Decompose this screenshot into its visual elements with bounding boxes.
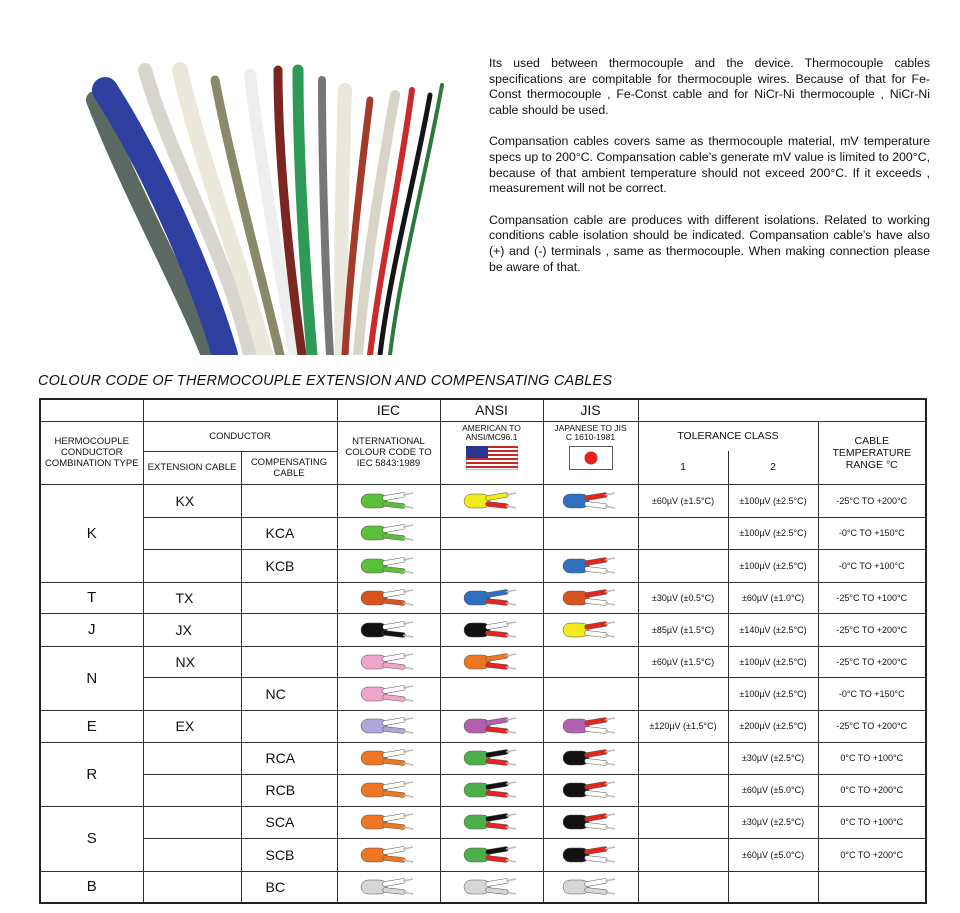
header-tol-1: 1 <box>638 451 728 484</box>
jis-rcb-cable <box>543 774 638 806</box>
type-j: J <box>40 613 143 646</box>
comp-tx <box>241 582 337 613</box>
header-compensating: COMPENSATING CABLE <box>241 451 337 484</box>
jis-tx-cable <box>543 582 638 613</box>
tol1-tx: ±30µV (±0.5°C) <box>638 582 728 613</box>
header-iec-sub: NTERNATIONAL COLOUR CODE TO IEC 5843:1989 <box>337 421 440 484</box>
type-s: S <box>40 806 143 871</box>
ext-scb <box>143 838 241 871</box>
iec-jx-cable <box>337 613 440 646</box>
cable-icon <box>359 650 419 674</box>
range-nc: -0°C TO +150°C <box>818 677 926 710</box>
cables-photo <box>40 40 460 355</box>
cable-icon <box>359 618 419 642</box>
iec-kx-cable <box>337 484 440 517</box>
ansi-jx-cable <box>440 613 543 646</box>
iec-nc-cable <box>337 677 440 710</box>
range-rca: 0°C TO +100°C <box>818 742 926 774</box>
ansi-nc-cell <box>440 677 543 710</box>
tol2-rca: ±30µV (±2.5°C) <box>728 742 818 774</box>
iec-kca-cable <box>337 517 440 549</box>
cable-icon <box>561 778 621 802</box>
iec-ex-cable <box>337 710 440 742</box>
cable-icon <box>462 778 522 802</box>
tol2-ex: ±200µV (±2.5°C) <box>728 710 818 742</box>
cable-icon <box>561 554 621 578</box>
ansi-tx-cable <box>440 582 543 613</box>
comp-nx <box>241 646 337 677</box>
tol2-tx: ±60µV (±1.0°C) <box>728 582 818 613</box>
cable-icon <box>359 586 419 610</box>
cable-icon <box>359 714 419 738</box>
header-extension: EXTENSION CABLE <box>143 451 241 484</box>
cable-icon <box>359 746 419 770</box>
iec-rcb-cable <box>337 774 440 806</box>
range-jx: -25°C TO +200°C <box>818 613 926 646</box>
cable-icon <box>462 618 522 642</box>
table-heading: COLOUR CODE OF THERMOCOUPLE EXTENSION AND COMPENSATING CABLES <box>38 373 613 389</box>
ansi-bc-cable <box>440 871 543 903</box>
intro-text <box>489 56 930 291</box>
header-jis-sub: JAPANESE TO JIS C 1610-1981 <box>554 422 627 442</box>
comp-scb: SCB <box>241 838 337 871</box>
tol2-kx: ±100µV (±2.5°C) <box>728 484 818 517</box>
ansi-nx-cable <box>440 646 543 677</box>
header-iec: IEC <box>337 399 440 421</box>
comp-bc: BC <box>241 871 337 903</box>
ansi-ex-cable <box>440 710 543 742</box>
ext-tx: TX <box>143 582 241 613</box>
tol1-nc <box>638 677 728 710</box>
tol1-scb <box>638 838 728 871</box>
cable-icon <box>462 843 522 867</box>
cable-icon <box>359 489 419 513</box>
iec-sca-cable <box>337 806 440 838</box>
header-jis: JIS <box>543 399 638 421</box>
comp-nc: NC <box>241 677 337 710</box>
range-ex: -25°C TO +200°C <box>818 710 926 742</box>
type-t: T <box>40 582 143 613</box>
cable-icon <box>561 746 621 770</box>
type-b: B <box>40 871 143 903</box>
jis-scb-cable <box>543 838 638 871</box>
tol2-scb: ±60µV (±5.0°C) <box>728 838 818 871</box>
comp-ex <box>241 710 337 742</box>
tol1-sca <box>638 806 728 838</box>
range-nx: -25°C TO +200°C <box>818 646 926 677</box>
range-bc <box>818 871 926 903</box>
tol1-bc <box>638 871 728 903</box>
ext-nx: NX <box>143 646 241 677</box>
header-ansi-sub: AMERICAN TO ANSI/MC96.1 <box>462 422 521 442</box>
ext-bc <box>143 871 241 903</box>
ansi-rca-cable <box>440 742 543 774</box>
tol2-rcb: ±60µV (±5.0°C) <box>728 774 818 806</box>
tol1-kx: ±60µV (±1.5°C) <box>638 484 728 517</box>
header-blank <box>40 399 143 421</box>
comp-rca: RCA <box>241 742 337 774</box>
tol1-nx: ±60µV (±1.5°C) <box>638 646 728 677</box>
iec-tx-cable <box>337 582 440 613</box>
range-scb: 0°C TO +200°C <box>818 838 926 871</box>
header-ansi-cell <box>440 421 543 484</box>
cable-icon <box>561 618 621 642</box>
jis-kx-cable <box>543 484 638 517</box>
jis-nx-cell <box>543 646 638 677</box>
iec-scb-cable <box>337 838 440 871</box>
iec-rca-cable <box>337 742 440 774</box>
tol2-sca: ±30µV (±2.5°C) <box>728 806 818 838</box>
cable-icon <box>561 875 621 899</box>
range-rcb: 0°C TO +200°C <box>818 774 926 806</box>
jis-kca-cell <box>543 517 638 549</box>
cable-icon <box>359 521 419 545</box>
tol1-ex: ±120µV (±1.5°C) <box>638 710 728 742</box>
iec-bc-cable <box>337 871 440 903</box>
ansi-kx-cable <box>440 484 543 517</box>
ansi-scb-cable <box>440 838 543 871</box>
header-ansi: ANSI <box>440 399 543 421</box>
jis-sca-cable <box>543 806 638 838</box>
tol2-nx: ±100µV (±2.5°C) <box>728 646 818 677</box>
cable-icon <box>359 682 419 706</box>
cable-icon <box>462 875 522 899</box>
type-n: N <box>40 646 143 710</box>
jis-rca-cable <box>543 742 638 774</box>
ext-rca <box>143 742 241 774</box>
tol2-bc <box>728 871 818 903</box>
tol1-kcb <box>638 549 728 582</box>
range-kx: -25°C TO +200°C <box>818 484 926 517</box>
range-tx: -25°C TO +100°C <box>818 582 926 613</box>
cable-icon <box>462 714 522 738</box>
header-blank-3 <box>638 399 926 421</box>
header-jis-cell <box>543 421 638 484</box>
us-flag-icon <box>466 446 518 470</box>
ext-kcb <box>143 549 241 582</box>
header-conductor: CONDUCTOR <box>143 421 337 451</box>
ansi-sca-cable <box>440 806 543 838</box>
intro-paragraph-2: Compansation cables covers same as thermocouple material, mV temperature specs up to 200°C. Compansation cable’s generate mV value is limited to 200°C, because of that ambient temperature should not exceed 200°C. If it exceeds , measurement will not be correct. <box>489 134 930 196</box>
ext-kx: KX <box>143 484 241 517</box>
header-blank-2 <box>143 399 337 421</box>
cable-icon <box>462 650 522 674</box>
cable-icon <box>359 554 419 578</box>
range-kcb: -0°C TO +100°C <box>818 549 926 582</box>
ansi-kca-cell <box>440 517 543 549</box>
iec-kcb-cable <box>337 549 440 582</box>
header-tolerance: TOLERANCE CLASS <box>638 421 818 451</box>
header-tol-2: 2 <box>728 451 818 484</box>
ext-nc <box>143 677 241 710</box>
header-type: HERMOCOUPLE CONDUCTOR COMBINATION TYPE <box>40 421 143 484</box>
ext-rcb <box>143 774 241 806</box>
cable-icon <box>462 489 522 513</box>
cable-icon <box>561 810 621 834</box>
comp-sca: SCA <box>241 806 337 838</box>
ansi-rcb-cable <box>440 774 543 806</box>
comp-kcb: KCB <box>241 549 337 582</box>
type-k: K <box>40 484 143 582</box>
intro-paragraph-3: Compansation cable are produces with different isolations. Related to working conditions cable isolation should be indicated. Compansation cable’s have also (+) and (-) terminals , same as thermocouple. When making connection please be aware of that. <box>489 212 930 274</box>
comp-rcb: RCB <box>241 774 337 806</box>
intro-paragraph-1: Its used between thermocouple and the device. Thermocouple cables specifications are compitable for thermocouple wires. Because of that for Fe-Const thermocouple , Fe-Const cable and for NiCr-Ni thermocouple , NiCr-Ni cable should be used. <box>489 56 930 117</box>
tol1-rca <box>638 742 728 774</box>
tol2-jx: ±140µV (±2.5°C) <box>728 613 818 646</box>
comp-kx <box>241 484 337 517</box>
comp-jx <box>241 613 337 646</box>
tol2-nc: ±100µV (±2.5°C) <box>728 677 818 710</box>
japan-flag-icon <box>569 446 613 470</box>
jis-nc-cell <box>543 677 638 710</box>
tol1-jx: ±85µV (±1.5°C) <box>638 613 728 646</box>
colour-code-table <box>39 398 927 904</box>
cable-icon <box>561 489 621 513</box>
cable-icon <box>359 843 419 867</box>
ansi-kcb-cell <box>440 549 543 582</box>
cable-icon <box>462 746 522 770</box>
jis-jx-cable <box>543 613 638 646</box>
tol1-kca <box>638 517 728 549</box>
cable-icon <box>359 778 419 802</box>
cable-icon <box>359 875 419 899</box>
range-sca: 0°C TO +100°C <box>818 806 926 838</box>
type-r: R <box>40 742 143 806</box>
ext-kca <box>143 517 241 549</box>
ext-jx: JX <box>143 613 241 646</box>
cable-icon <box>462 810 522 834</box>
comp-kca: KCA <box>241 517 337 549</box>
ext-sca <box>143 806 241 838</box>
cable-icon <box>359 810 419 834</box>
jis-kcb-cable <box>543 549 638 582</box>
jis-bc-cable <box>543 871 638 903</box>
tol2-kcb: ±100µV (±2.5°C) <box>728 549 818 582</box>
cable-icon <box>462 586 522 610</box>
iec-nx-cable <box>337 646 440 677</box>
range-kca: -0°C TO +150°C <box>818 517 926 549</box>
header-range: CABLE TEMPERATURE RANGE °C <box>818 421 926 484</box>
cable-icon <box>561 843 621 867</box>
type-e: E <box>40 710 143 742</box>
jis-ex-cable <box>543 710 638 742</box>
cable-icon <box>561 714 621 738</box>
tol2-kca: ±100µV (±2.5°C) <box>728 517 818 549</box>
cable-icon <box>561 586 621 610</box>
ext-ex: EX <box>143 710 241 742</box>
tol1-rcb <box>638 774 728 806</box>
